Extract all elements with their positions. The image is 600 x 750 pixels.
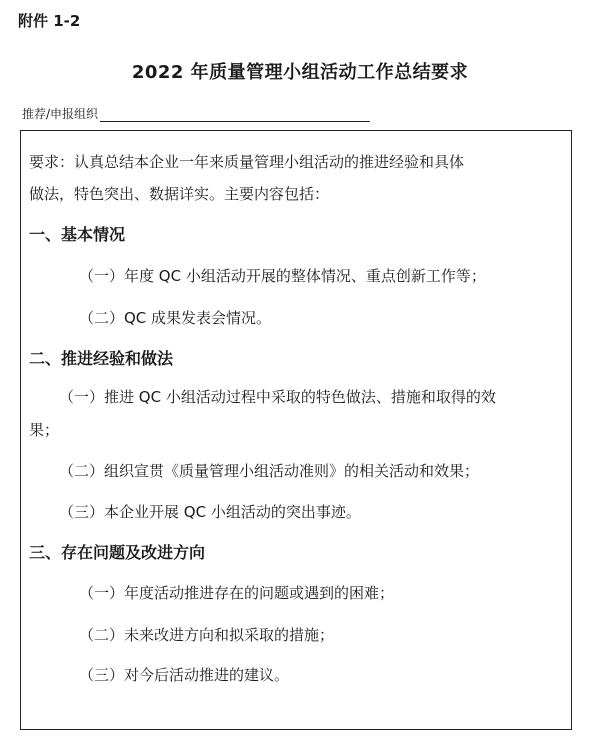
content-box: [20, 130, 572, 730]
requirements-line-1: 要求：认真总结本企业一年来质量管理小组活动的推进经验和具体: [29, 153, 465, 171]
section-heading-3: 三、存在问题及改进方向: [29, 543, 206, 562]
section-3-item-1: （一）年度活动推进存在的问题或遇到的困难；: [79, 584, 395, 602]
section-2-item-1: （一）推进 QC 小组活动过程中采取的特色做法、措施和取得的效: [59, 388, 496, 406]
page-title: 2022 年质量管理小组活动工作总结要求: [131, 62, 469, 83]
section-2-item-3: （三）本企业开展 QC 小组活动的突出事迹。: [59, 503, 361, 521]
section-heading-1: 一、基本情况: [29, 225, 126, 244]
org-underline: [100, 109, 370, 122]
attachment-label: 附件 1-2: [18, 12, 81, 30]
section-2-item-2: （二）组织宣贯《质量管理小组活动准则》的相关活动和效果；: [59, 462, 480, 480]
section-2-item-1-cont: 果；: [29, 421, 60, 439]
section-3-item-3: （三）对今后活动推进的建议。: [79, 666, 290, 684]
org-field: [22, 105, 370, 122]
section-heading-2: 二、推进经验和做法: [29, 349, 174, 368]
requirements-line-2: 做法，特色突出、数据详实。主要内容包括：: [29, 185, 330, 203]
section-1-item-1: （一）年度 QC 小组活动开展的整体情况、重点创新工作等；: [79, 267, 486, 285]
org-label: 推荐/申报组织: [22, 107, 99, 121]
section-3-item-2: （二）未来改进方向和拟采取的措施；: [79, 626, 335, 644]
section-1-item-2: （二）QC 成果发表会情况。: [79, 309, 272, 327]
